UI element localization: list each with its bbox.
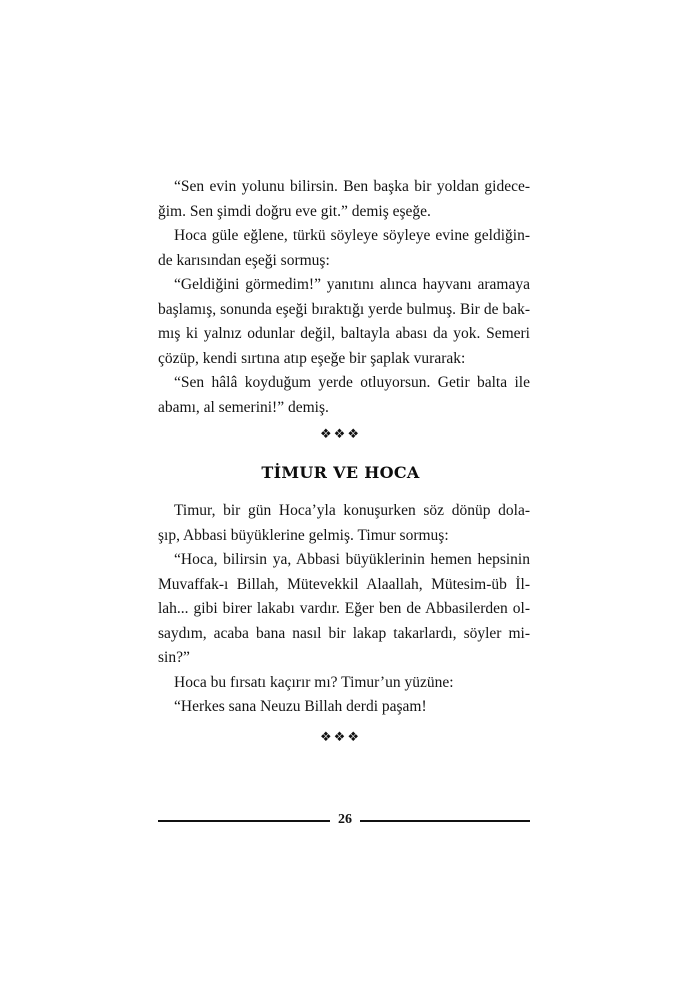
page-footer — [158, 810, 530, 830]
text-line: de karısından eşeği sormuş: — [158, 251, 330, 269]
section-divider-ornament: ❖❖❖ — [320, 730, 361, 745]
page-number: 26 — [338, 812, 352, 827]
text-line: “Sen evin yolunu bilirsin. Ben başka bir yoldan gidece- — [174, 178, 530, 195]
timur-story-paragraphs — [158, 499, 530, 720]
text-line: “Herkes sana Neuzu Billah derdi paşam! — [174, 698, 427, 715]
text-line: başlamış, sonunda eşeği bıraktığı yerde bulmuş. Bir de bak- — [158, 300, 530, 318]
text-line: Hoca bu fırsatı kaçırır mı? Timur’un yüzüne: — [174, 673, 454, 691]
text-line: sin?” — [158, 649, 190, 666]
text-line: çözüp, kendi sırtına atıp eşeğe bir şaplak vurarak: — [158, 349, 466, 367]
story-ending-paragraphs — [158, 175, 530, 420]
footer-rule-right — [360, 820, 530, 822]
text-line: saydım, acaba bana nasıl bir lakap takarlardı, söyler mi- — [158, 624, 530, 642]
text-line: “Hoca, bilirsin ya, Abbasi büyüklerinin hemen hepsinin — [174, 551, 530, 568]
footer-rule-left — [158, 820, 330, 822]
text-line: ğim. Sen şimdi doğru eve git.” demiş eşeğe. — [158, 202, 431, 220]
text-line: lah... gibi birer lakabı vardır. Eğer ben de Abbasilerden ol- — [158, 600, 530, 617]
chapter-heading: TİMUR VE HOCA — [261, 463, 420, 482]
text-line: Muvaffak-ı Billah, Mütevekkil Alaallah, Mütesim-üb İl- — [158, 575, 530, 593]
text-line: “Sen hâlâ koyduğum yerde otluyorsun. Getir balta ile — [174, 374, 530, 391]
text-line: “Geldiğini görmedim!” yanıtını alınca hayvanı aramaya — [174, 276, 530, 293]
text-line: abamı, al semerini!” demiş. — [158, 398, 329, 416]
text-line: Hoca güle eğlene, türkü söyleye söyleye evine geldiğin- — [174, 227, 530, 244]
section-divider-ornament: ❖❖❖ — [320, 427, 361, 442]
text-line: şıp, Abbasi büyüklerine gelmiş. Timur sormuş: — [158, 526, 449, 544]
text-line: mış ki yalnız odunlar değil, baltayla abası da yok. Semeri — [158, 325, 530, 342]
text-line: Timur, bir gün Hoca’yla konuşurken söz dönüp dola- — [174, 502, 530, 519]
